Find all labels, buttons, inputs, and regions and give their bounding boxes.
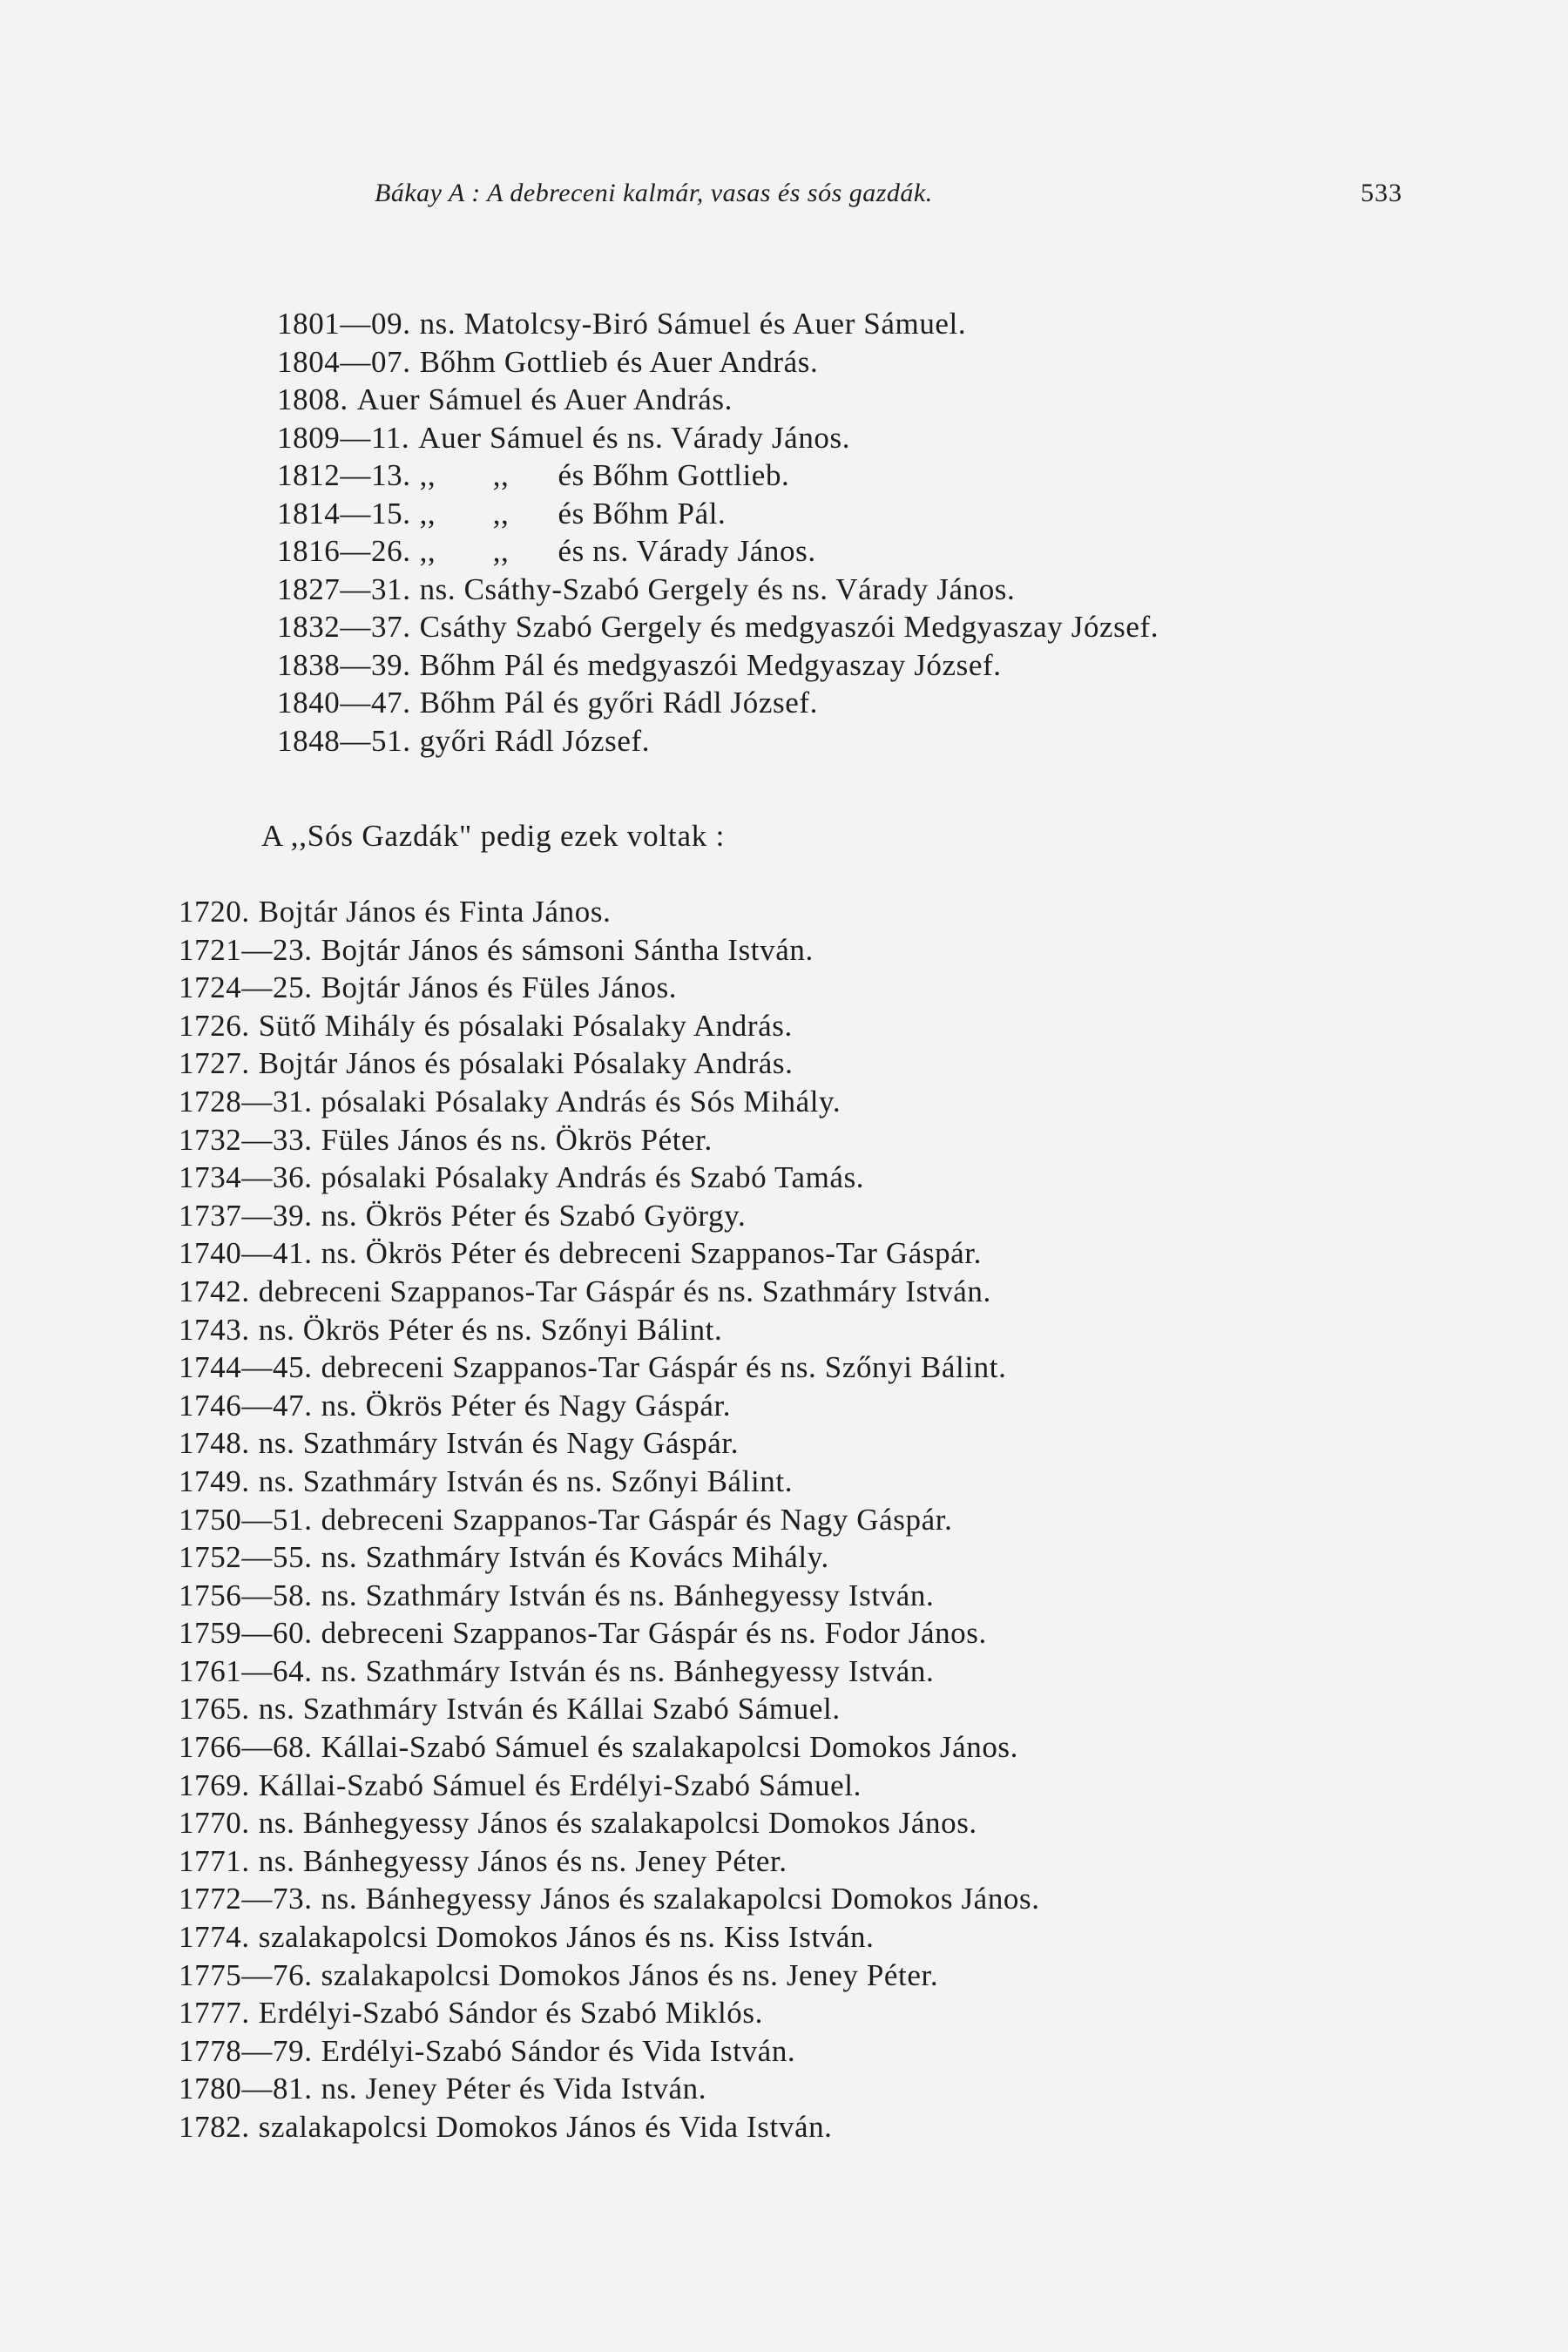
list-item — [277, 646, 1159, 685]
entry-names: Bőhm Pál és medgyaszói Medgyaszay József. — [419, 647, 1002, 682]
list-item — [179, 1728, 1040, 1767]
list-item — [179, 2070, 1040, 2108]
entry-names: győri Rádl József. — [419, 723, 651, 758]
entry-names: Auer Sámuel és Auer András. — [356, 382, 733, 416]
entry-names: ns. Szathmáry István és Kovács Mihály. — [321, 1540, 829, 1575]
list-item — [179, 1463, 1040, 1501]
entry-years: 1742. — [179, 1274, 250, 1308]
entry-names: ns. Ökrös Péter és Nagy Gáspár. — [321, 1388, 732, 1423]
list-item — [179, 1994, 1040, 2032]
entry-years: 1809—11. — [277, 420, 410, 455]
entry-years: 1771. — [179, 1843, 250, 1878]
entry-years: 1766—68. — [179, 1730, 313, 1765]
entry-years: 1732—33. — [179, 1122, 313, 1157]
list-item — [179, 1007, 1040, 1045]
list-item — [179, 1044, 1040, 1083]
entry-names: Auer Sámuel és ns. Várady János. — [418, 420, 851, 455]
entry-names: pósalaki Pósalaky András és Szabó Tamás. — [321, 1160, 865, 1195]
entry-years: 1780—81. — [179, 2072, 313, 2106]
entry-years: 1761—64. — [179, 1653, 313, 1688]
list-item — [179, 1387, 1040, 1425]
entry-names: ns. Bánhegyessy János és szalakapolcsi Domokos János. — [258, 1806, 977, 1841]
entry-names: Bojtár János és Finta János. — [258, 895, 612, 929]
entry-years: 1750—51. — [179, 1502, 313, 1537]
list-item — [179, 2032, 1040, 2071]
list-item — [277, 684, 1159, 722]
entry-names: ns. Szathmáry István és Kállai Szabó Sámuel. — [258, 1692, 841, 1727]
entry-names: szalakapolcsi Domokos János és Vida István. — [258, 2110, 833, 2144]
entry-years: 1838—39. — [277, 647, 411, 682]
entry-years: 1769. — [179, 1767, 250, 1802]
entry-years: 1724—25. — [179, 970, 313, 1005]
list-item — [179, 893, 1040, 931]
list-item — [179, 1842, 1040, 1881]
entry-names: pósalaki Pósalaky András és Sós Mihály. — [321, 1084, 841, 1119]
salt-section-heading: A ,,Sós Gazdák" pedig ezek voltak : — [261, 819, 726, 853]
list-item — [179, 1767, 1040, 1805]
page-number: 533 — [1361, 179, 1402, 207]
list-item — [179, 1234, 1040, 1273]
entry-years: 1774. — [179, 1920, 250, 1955]
list-item — [179, 1652, 1040, 1691]
list-item — [277, 722, 1159, 760]
entry-years: 1770. — [179, 1806, 250, 1841]
entry-names: ,, ,, és Bőhm Pál. — [419, 496, 727, 531]
entry-years: 1772—73. — [179, 1882, 313, 1916]
list-item — [277, 495, 1159, 533]
list-item — [179, 969, 1040, 1007]
entry-years: 1743. — [179, 1312, 250, 1347]
entry-names: ns. Ökrös Péter és Szabó György. — [321, 1198, 747, 1233]
entry-years: 1727. — [179, 1046, 250, 1081]
entry-years: 1777. — [179, 1996, 250, 2031]
entry-names: Bojtár János és Füles János. — [321, 970, 678, 1005]
entry-years: 1744—45. — [179, 1350, 313, 1385]
list-item — [179, 1804, 1040, 1842]
list-item — [179, 1957, 1040, 1995]
list-item — [179, 1424, 1040, 1463]
entry-names: szalakapolcsi Domokos János és ns. Kiss István. — [258, 1920, 875, 1955]
entry-years: 1848—51. — [277, 723, 411, 758]
entry-years: 1759—60. — [179, 1616, 313, 1651]
entry-names: debreceni Szappanos-Tar Gáspár és ns. Szathmáry István. — [258, 1274, 991, 1308]
list-item — [277, 419, 1159, 457]
entry-names: ns. Csáthy-Szabó Gergely és ns. Várady János. — [419, 571, 1016, 606]
list-item — [179, 931, 1040, 970]
list-item — [277, 381, 1159, 419]
entry-names: Kállai-Szabó Sámuel és szalakapolcsi Domokos János. — [321, 1730, 1018, 1765]
entry-years: 1728—31. — [179, 1084, 313, 1119]
entry-years: 1740—41. — [179, 1236, 313, 1271]
entry-years: 1808. — [277, 382, 348, 416]
list-item — [277, 305, 1159, 343]
entry-names: ,, ,, és ns. Várady János. — [419, 534, 816, 568]
entry-years: 1746—47. — [179, 1388, 313, 1423]
entry-names: Füles János és ns. Ökrös Péter. — [321, 1122, 713, 1157]
list-item — [179, 2108, 1040, 2146]
entry-names: Sütő Mihály és pósalaki Pósalaky András. — [258, 1008, 793, 1043]
entry-names: Bojtár János és pósalaki Pósalaky András. — [258, 1046, 794, 1081]
entry-years: 1734—36. — [179, 1160, 313, 1195]
salt-merchants-list — [179, 893, 1040, 2146]
entry-names: Bojtár János és sámsoni Sántha István. — [321, 932, 814, 967]
entry-years: 1782. — [179, 2110, 250, 2144]
running-head — [375, 179, 1402, 222]
entry-years: 1832—37. — [277, 610, 411, 644]
running-title: Bákay A : A debreceni kalmár, vasas és sós gazdák. — [375, 179, 933, 207]
entry-years: 1814—15. — [277, 496, 411, 531]
list-item — [179, 1083, 1040, 1121]
list-item — [179, 1577, 1040, 1615]
entry-names: ns. Jeney Péter és Vida István. — [321, 2072, 707, 2106]
entry-years: 1775—76. — [179, 1957, 313, 1992]
entry-names: Erdélyi-Szabó Sándor és Szabó Miklós. — [258, 1996, 763, 2031]
entry-names: Bőhm Pál és győri Rádl József. — [419, 686, 818, 720]
entry-years: 1765. — [179, 1692, 250, 1727]
entry-years: 1827—31. — [277, 571, 411, 606]
entry-years: 1752—55. — [179, 1540, 313, 1575]
list-item — [179, 1880, 1040, 1918]
merchants-list — [277, 305, 1159, 760]
entry-years: 1749. — [179, 1463, 250, 1498]
entry-names: szalakapolcsi Domokos János és ns. Jeney Péter. — [321, 1957, 939, 1992]
entry-years: 1801—09. — [277, 307, 411, 341]
entry-names: ns. Matolcsy-Biró Sámuel és Auer Sámuel. — [419, 307, 967, 341]
entry-names: ns. Ökrös Péter és debreceni Szappanos-Tar Gáspár. — [321, 1236, 982, 1271]
list-item — [179, 1159, 1040, 1197]
entry-names: debreceni Szappanos-Tar Gáspár és ns. Szőnyi Bálint. — [321, 1350, 1007, 1385]
list-item — [179, 1348, 1040, 1387]
list-item — [179, 1273, 1040, 1311]
entry-names: ns. Szathmáry István és ns. Szőnyi Bálint. — [258, 1463, 794, 1498]
entry-years: 1840—47. — [277, 686, 411, 720]
entry-years: 1778—79. — [179, 2033, 313, 2068]
entry-years: 1812—13. — [277, 458, 411, 492]
entry-names: ns. Ökrös Péter és ns. Szőnyi Bálint. — [258, 1312, 723, 1347]
entry-names: debreceni Szappanos-Tar Gáspár és ns. Fodor János. — [321, 1616, 987, 1651]
entry-names: Kállai-Szabó Sámuel és Erdélyi-Szabó Sámuel. — [258, 1767, 862, 1802]
list-item — [179, 1311, 1040, 1349]
entry-names: Erdélyi-Szabó Sándor és Vida István. — [321, 2033, 796, 2068]
entry-years: 1804—07. — [277, 344, 411, 379]
list-item — [277, 532, 1159, 571]
list-item — [277, 343, 1159, 382]
entry-years: 1756—58. — [179, 1578, 313, 1612]
entry-names: ns. Bánhegyessy János és szalakapolcsi Domokos János. — [321, 1882, 1040, 1916]
entry-names: ns. Szathmáry István és Nagy Gáspár. — [258, 1426, 740, 1461]
entry-names: ns. Bánhegyessy János és ns. Jeney Péter. — [258, 1843, 787, 1878]
entry-years: 1720. — [179, 895, 250, 929]
entry-years: 1748. — [179, 1426, 250, 1461]
entry-years: 1737—39. — [179, 1198, 313, 1233]
list-item — [179, 1918, 1040, 1957]
list-item — [277, 608, 1159, 646]
list-item — [179, 1501, 1040, 1539]
entry-names: ns. Szathmáry István és ns. Bánhegyessy István. — [321, 1653, 935, 1688]
entry-years: 1726. — [179, 1008, 250, 1043]
entry-years: 1816—26. — [277, 534, 411, 568]
entry-names: debreceni Szappanos-Tar Gáspár és Nagy Gáspár. — [321, 1502, 953, 1537]
entry-names: Bőhm Gottlieb és Auer András. — [419, 344, 819, 379]
entry-years: 1721—23. — [179, 932, 313, 967]
entry-names: ns. Szathmáry István és ns. Bánhegyessy István. — [321, 1578, 935, 1612]
list-item — [179, 1690, 1040, 1728]
list-item — [179, 1538, 1040, 1577]
list-item — [277, 571, 1159, 609]
list-item — [179, 1197, 1040, 1235]
list-item — [277, 456, 1159, 495]
entry-names: ,, ,, és Bőhm Gottlieb. — [419, 458, 790, 492]
entry-names: Csáthy Szabó Gergely és medgyaszói Medgyaszay József. — [419, 610, 1159, 644]
list-item — [179, 1614, 1040, 1652]
list-item — [179, 1121, 1040, 1159]
